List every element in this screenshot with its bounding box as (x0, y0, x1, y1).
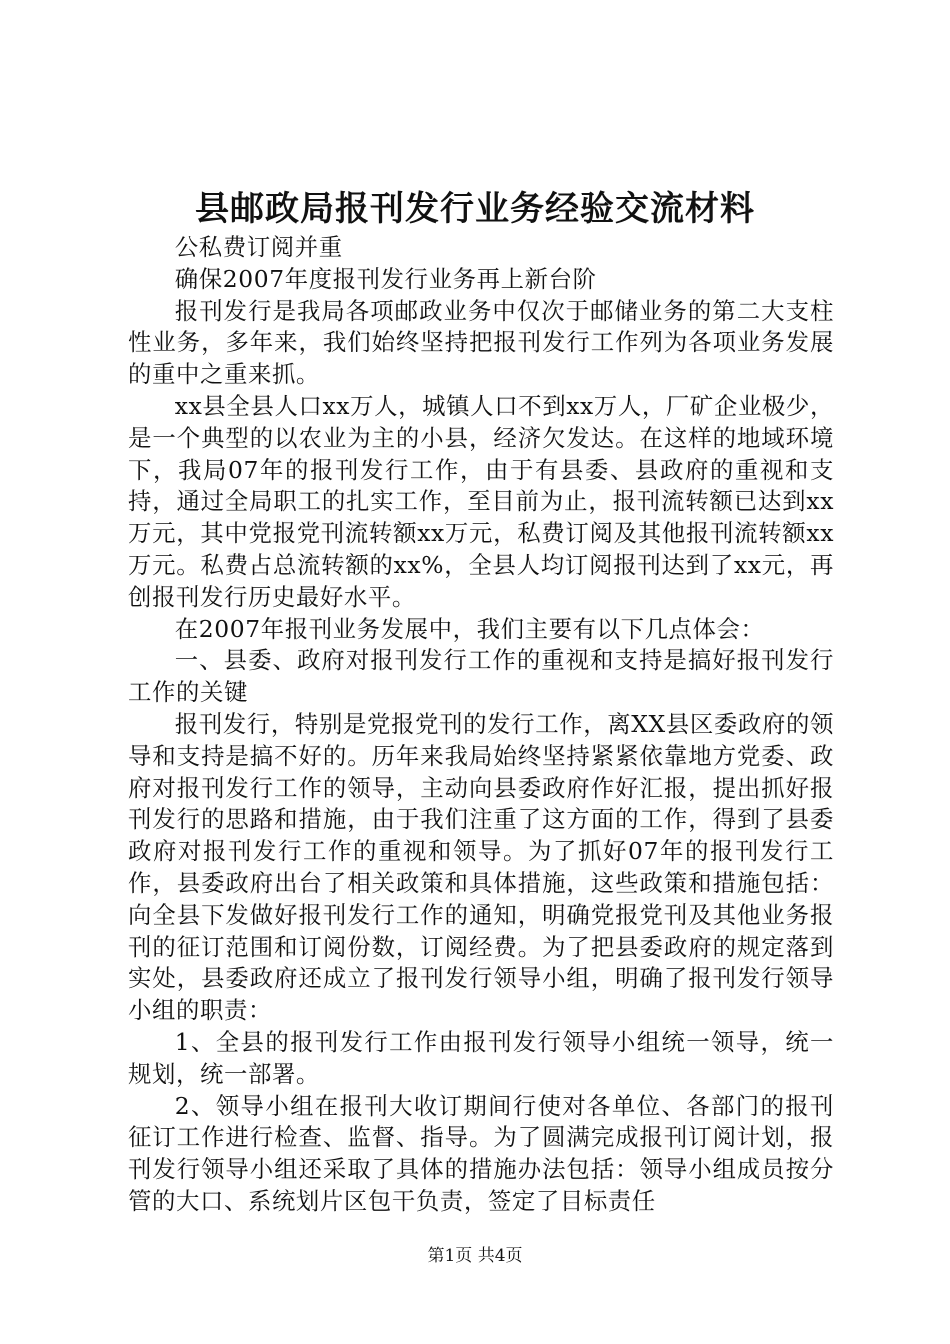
paragraph: xx县全县人口xx万人，城镇人口不到xx万人，厂矿企业极少，是一个典型的以农业为主的小县，经济欠发达。在这样的地域环境下，我局07年的报刊发行工作，由于有县委、县政府的重视和支持，通过全局职工的扎实工作，至目前为止，报刊流转额已达到xx万元，其中党报党刊流转额xx万元，私费订阅及其他报刊流转额xx万元。私费占总流转额的xx%，全县人均订阅报刊达到了xx元，再创报刊发行历史最好水平。 (128, 391, 834, 611)
paragraph: 2、领导小组在报刊大收订期间行使对各单位、各部门的报刊征订工作进行检查、监督、指导。为了圆满完成报刊订阅计划，报刊发行领导小组还采取了具体的措施办法包括：领导小组成员按分管的大口、系统划片区包干负责，签定了目标责任 (128, 1091, 834, 1215)
document-title: 县邮政局报刊发行业务经验交流材料 (195, 189, 755, 229)
paragraph: 公私费订阅并重 (174, 233, 343, 261)
paragraph: 确保2007年度报刊发行业务再上新台阶 (174, 264, 597, 293)
paragraph: 报刊发行是我局各项邮政业务中仅次于邮储业务的第二大支柱性业务，多年来，我们始终坚持把报刊发行工作列为各项业务发展的重中之重来抓。 (128, 296, 834, 389)
paragraph: 在2007年报刊业务发展中，我们主要有以下几点体会： (174, 614, 765, 643)
paragraph: 一、县委、政府对报刊发行工作的重视和支持是搞好报刊发行工作的关键 (128, 646, 834, 707)
paragraph: 报刊发行，特别是党报党刊的发行工作，离XX县区委政府的领导和支持是搞不好的。历年来我局始终坚持紧紧依靠地方党委、政府对报刊发行工作的领导，主动向县委政府作好汇报，提出抓好报刊发行的思路和措施，由于我们注重了这方面的工作，得到了县委政府对报刊发行工作的重视和领导。为了抓好07年的报刊发行工作，县委政府出台了相关政策和具体措施，这些政策和措施包括：向全县下发做好报刊发行工作的通知，明确党报党刊及其他业务报刊的征订范围和订阅份数，订阅经费。为了把县委政府的规定落到实处，县委政府还成立了报刊发行领导小组，明确了报刊发行领导小组的职责： (128, 709, 834, 1025)
paragraph: 1、全县的报刊发行工作由报刊发行领导小组统一领导，统一规划，统一部署。 (128, 1027, 834, 1088)
page-number-footer: 第1页 共4页 (427, 1246, 523, 1266)
document-body (128, 232, 834, 1218)
